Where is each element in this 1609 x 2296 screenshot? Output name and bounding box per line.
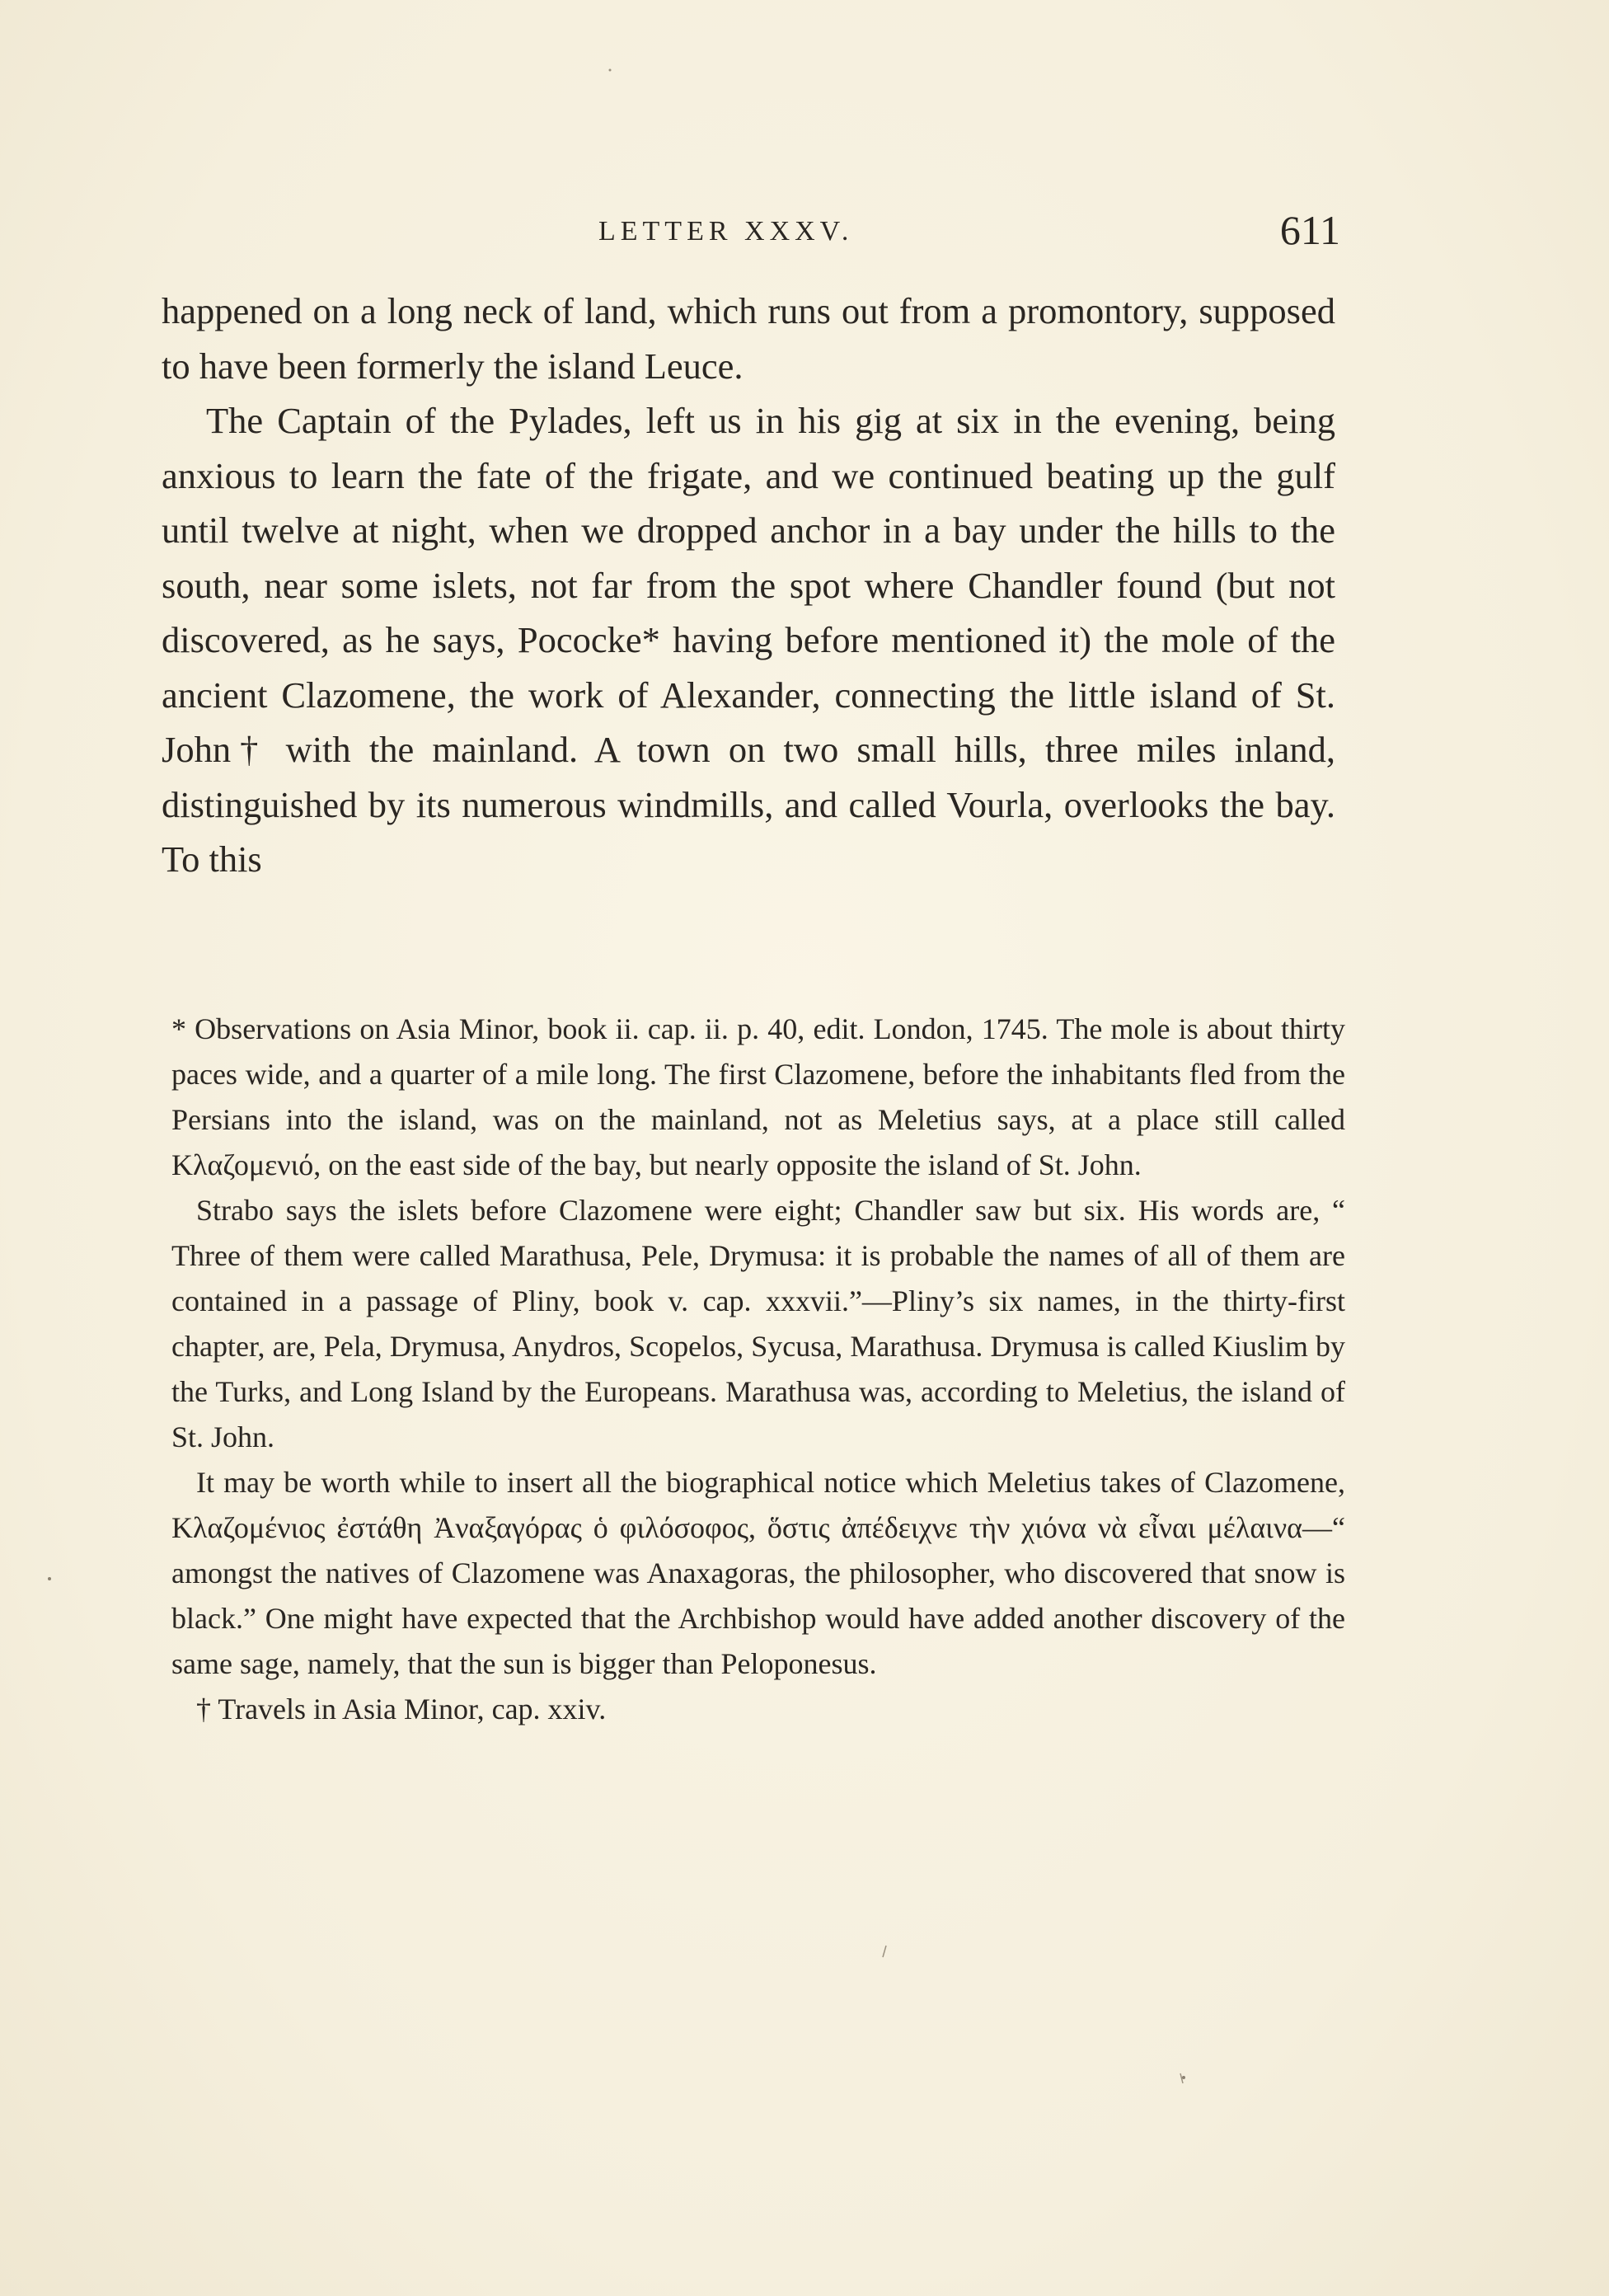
- running-head: LETTER XXXV.: [598, 216, 854, 247]
- footnote-pococke: * Observations on Asia Minor, book ii. cap. ii. p. 40, edit. London, 1745. The mole is about thirty paces wide, and a quarter of a mile long. The first Clazomene, before the inhabitants fled from the Persians into the island, was on the mainland, not as Meletius says, at a place still called Κλαζομενιό, on the east side of the bay, but nearly opposite the island of St. John.: [171, 1012, 1345, 1181]
- speck: [883, 1946, 886, 1957]
- speck: [1180, 2073, 1183, 2083]
- speck: [609, 69, 612, 72]
- page-number: 611: [1279, 207, 1340, 253]
- speck: [1182, 2076, 1185, 2079]
- body-paragraph-2: The Captain of the Pylades, left us in his gig at six in the evening, being anxious to learn the fate of the frigate, and we continued beating up the gulf until twelve at night, when we dropped anchor in a bay under the hills to the south, near some islets, not far from the spot where Chandler found (but not discovered, as he says, Pococke* having before mentioned it) the mole of the ancient Clazomene, the work of Alexander, connecting the little island of St. John† with the mainland. A town on two small hills, three miles inland, distinguished by its numerous windmills, and called Vourla, overlooks the bay. To this: [162, 400, 1335, 880]
- page-header: [162, 206, 1340, 264]
- body-paragraph-1: happened on a long neck of land, which runs out from a promontory, supposed to have been formerly the island Leuce.: [162, 290, 1335, 387]
- footnote-travels: † Travels in Asia Minor, cap. xxiv.: [196, 1693, 607, 1726]
- footnotes: [171, 1007, 1345, 1732]
- footnote-strabo: Strabo says the islets before Clazomene were eight; Chandler saw but six. His words are, “ Three of them were called Marathusa, Pele, Drymusa: it is probable the names of all of them are contained in a passage of Pliny, book v. cap. xxxvii.”—Pliny’s six names, in the thirty-first chapter, are, Pela, Drymusa, Anydros, Scopelos, Sycusa, Marathusa. Drymusa is called Kiuslim by the Turks, and Long Island by the Europeans. Marathusa was, according to Meletius, the island of St. John.: [171, 1194, 1345, 1453]
- footnote-meletius: It may be worth while to insert all the biographical notice which Meletius takes of Clazomene, Κλαζομένιος ἐστάθη Ἀναξαγόρας ὁ φιλόσοφος, ὅστις ἀπέδειχνε τὴν χιόνα νὰ εἶναι μέλαινα—“ amongst the natives of Clazomene was Anaxagoras, the philosopher, who discovered that snow is black.” One might have expected that the Archbishop would have added another discovery of the same sage, namely, that the sun is bigger than Peloponesus.: [171, 1466, 1345, 1680]
- speck: [48, 1577, 51, 1580]
- main-text: [162, 284, 1335, 887]
